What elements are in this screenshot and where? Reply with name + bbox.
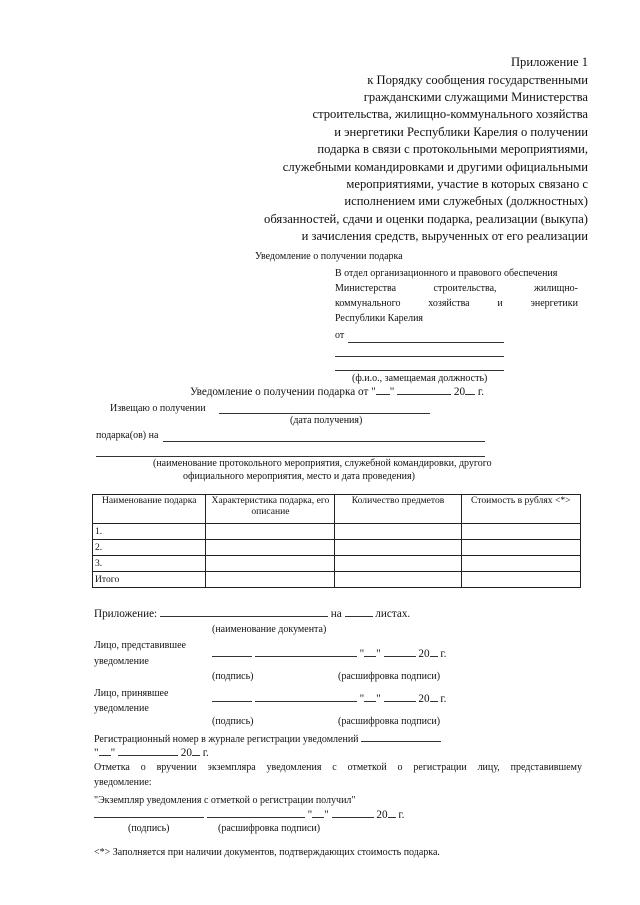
addressee-line: В отдел организационного и правового обеспечения	[335, 268, 558, 279]
quote: "	[359, 693, 365, 705]
table-cell[interactable]	[335, 524, 461, 540]
notice-line	[190, 385, 484, 398]
quote: "	[359, 648, 365, 660]
table-cell[interactable]	[335, 556, 461, 572]
notice-suffix: г.	[477, 386, 484, 398]
year-prefix: 20	[418, 648, 430, 660]
delivery-signature-blank[interactable]	[94, 808, 204, 818]
delivery-decode-blank[interactable]	[207, 808, 305, 818]
year-blank[interactable]	[192, 746, 200, 756]
attachment-line	[94, 607, 410, 620]
addressee-word: Министерства	[335, 283, 397, 294]
header-name: Наименование подарка	[93, 495, 206, 524]
appendix-title: Приложение 1	[510, 55, 588, 69]
fio-hint: (ф.и.о., замещаемая должность)	[352, 373, 488, 384]
header-line: строительства, жилищно-коммунального хозяйства	[312, 107, 588, 121]
quote: "	[307, 809, 313, 821]
year-prefix: 20	[376, 809, 388, 821]
header-quantity: Количество предметов	[335, 495, 461, 524]
table-cell[interactable]	[461, 556, 580, 572]
year-suffix: г.	[202, 747, 209, 759]
delivery-quote: "Экземпляр уведомления с отметкой о регистрации получил"	[94, 795, 356, 806]
presenter-signature-blank[interactable]	[212, 647, 252, 657]
date-hint: (дата получения)	[290, 415, 363, 426]
receiver-decode-blank[interactable]	[255, 692, 357, 702]
presenter-label: Лицо, представившее	[94, 640, 186, 651]
table-cell[interactable]	[335, 540, 461, 556]
receiver-sign-line	[212, 692, 446, 705]
addressee-word: и	[497, 298, 503, 309]
addressee-word: жилищно-	[534, 283, 578, 294]
header-line: мероприятиями, участие в которых связано с	[346, 177, 588, 191]
table-cell[interactable]	[335, 572, 461, 588]
addressee-word: строительства,	[433, 283, 497, 294]
year-suffix: г.	[440, 693, 447, 705]
addressee-line	[335, 283, 578, 294]
header-line: и энергетики Республики Карелия о получении	[334, 125, 588, 139]
table-cell[interactable]: Итого	[93, 572, 206, 588]
doc-hint: (наименование документа)	[212, 624, 327, 635]
month-blank[interactable]	[118, 746, 178, 756]
table-cell[interactable]	[206, 556, 335, 572]
sign-hint: (подпись)	[212, 671, 254, 682]
presenter-sign-line	[212, 647, 446, 660]
addressee-word: коммунального	[335, 298, 401, 309]
attachment-doc-blank[interactable]	[160, 607, 328, 617]
header-cost: Стоимость в рублях <*>	[461, 495, 580, 524]
receiver-label: Лицо, принявшее	[94, 688, 169, 699]
delivery-text: Отметка о вручении экземпляра уведомления с отметкой о регистрации лицу, представившему	[94, 762, 582, 773]
quote: "	[376, 648, 381, 660]
header-line: гражданскими служащими Министерства	[363, 90, 588, 104]
attachment-on: на	[330, 608, 342, 620]
year-prefix: 20	[418, 693, 430, 705]
day-blank[interactable]	[312, 808, 324, 818]
from-blank[interactable]	[335, 370, 504, 371]
gifts-label: подарка(ов) на	[96, 430, 159, 441]
gift-table	[92, 494, 581, 588]
decode-hint: (расшифровка подписи)	[338, 671, 441, 682]
attachment-label: Приложение:	[94, 608, 158, 620]
addressee-word: хозяйства	[428, 298, 470, 309]
table-cell[interactable]	[206, 524, 335, 540]
decode-hint: (расшифровка подписи)	[218, 823, 321, 834]
receiver-signature-blank[interactable]	[212, 692, 252, 702]
month-blank[interactable]	[397, 385, 451, 395]
registration-date-line	[94, 746, 209, 759]
year-blank[interactable]	[430, 647, 438, 657]
from-blank[interactable]	[335, 356, 504, 357]
month-blank[interactable]	[332, 808, 374, 818]
header-description: Характеристика подарка, его описание	[206, 495, 335, 524]
inform-label: Извещаю о получении	[110, 403, 206, 414]
presenter-label: уведомление	[94, 656, 149, 667]
notice-quote: "	[389, 386, 395, 398]
from-label: от	[335, 330, 345, 341]
table-cell[interactable]	[461, 540, 580, 556]
year-prefix: 20	[180, 747, 192, 759]
quote: "	[94, 747, 99, 759]
day-blank[interactable]	[376, 385, 390, 395]
day-blank[interactable]	[364, 692, 376, 702]
header-line: служебными командировками и другими официальными	[282, 160, 588, 174]
table-cell[interactable]	[206, 540, 335, 556]
quote: "	[324, 809, 329, 821]
sign-hint: (подпись)	[128, 823, 170, 834]
day-blank[interactable]	[364, 647, 376, 657]
event-blank[interactable]	[96, 456, 485, 457]
table-cell[interactable]: 2.	[93, 540, 206, 556]
year-blank[interactable]	[388, 808, 396, 818]
quote: "	[376, 693, 381, 705]
registration-label: Регистрационный номер в журнале регистрации уведомлений	[94, 734, 359, 745]
day-blank[interactable]	[99, 746, 111, 756]
table-row	[93, 524, 581, 540]
month-blank[interactable]	[384, 692, 416, 702]
table-header-row	[93, 495, 581, 524]
event-blank[interactable]	[163, 441, 485, 442]
event-hint: официального мероприятия, место и дата проведения)	[183, 471, 415, 482]
addressee-line: Республики Карелия	[335, 313, 424, 324]
year-suffix: г.	[398, 809, 405, 821]
year-suffix: г.	[440, 648, 447, 660]
decode-hint: (расшифровка подписи)	[338, 716, 441, 727]
table-row	[93, 540, 581, 556]
receipt-date-blank[interactable]	[219, 413, 430, 414]
attachment-sheets: листах.	[375, 608, 411, 620]
header-line: и зачисления средств, вырученных от его реализации	[301, 229, 588, 243]
header-line: обязанностей, сдачи и оценки подарка, реализации (выкупа)	[264, 212, 588, 226]
registration-line	[94, 732, 441, 745]
year-blank[interactable]	[465, 385, 475, 395]
footnote: <*> Заполняется при наличии документов, подтверждающих стоимость подарка.	[94, 847, 440, 858]
notice-year: 20	[453, 386, 466, 398]
event-hint: (наименование протокольного мероприятия, служебной командировки, другого	[153, 458, 492, 469]
delivery-sign-line	[94, 808, 404, 821]
attachment-sheets-blank[interactable]	[345, 607, 373, 617]
notice-text: Уведомление о получении подарка от "	[190, 386, 376, 398]
quote: "	[110, 747, 116, 759]
table-cell[interactable]: 1.	[93, 524, 206, 540]
addressee-word: энергетики	[530, 298, 578, 309]
header-line: к Порядку сообщения государственными	[367, 73, 588, 87]
header-line: исполнением ими служебных (должностных)	[344, 194, 588, 208]
registration-number-blank[interactable]	[361, 732, 441, 742]
addressee-line	[335, 298, 578, 309]
table-row	[93, 556, 581, 572]
form-title: Уведомление о получении подарка	[255, 251, 403, 262]
year-blank[interactable]	[430, 692, 438, 702]
from-blank[interactable]	[348, 342, 504, 343]
sign-hint: (подпись)	[212, 716, 254, 727]
table-cell[interactable]: 3.	[93, 556, 206, 572]
table-cell[interactable]	[206, 572, 335, 588]
presenter-decode-blank[interactable]	[255, 647, 357, 657]
table-total-row	[93, 572, 581, 588]
table-cell[interactable]	[461, 572, 580, 588]
receiver-label: уведомление	[94, 703, 149, 714]
delivery-text: уведомление:	[94, 777, 152, 788]
month-blank[interactable]	[384, 647, 416, 657]
header-line: подарка в связи с протокольными мероприятиями,	[317, 142, 588, 156]
table-cell[interactable]	[461, 524, 580, 540]
